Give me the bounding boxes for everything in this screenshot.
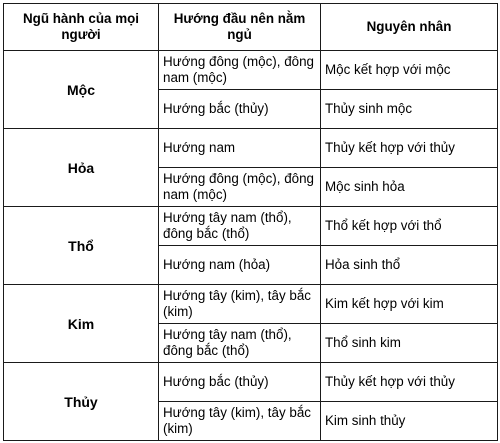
direction-cell: Hướng tây nam (thổ), đông bắc (thổ) <box>159 207 321 246</box>
reason-cell: Thổ sinh kim <box>321 324 498 363</box>
reason-cell: Thủy sinh mộc <box>321 90 498 129</box>
header-row <box>4 4 498 51</box>
reason-cell: Kim sinh thủy <box>321 402 498 441</box>
reason-cell: Mộc sinh hỏa <box>321 168 498 207</box>
reason-cell: Thủy kết hợp với thủy <box>321 129 498 168</box>
element-cell-moc: Mộc <box>4 51 159 129</box>
element-cell-hoa: Hỏa <box>4 129 159 207</box>
header-reason: Nguyên nhân <box>321 4 498 51</box>
direction-cell: Hướng bắc (thủy) <box>159 363 321 402</box>
table-row <box>4 363 498 402</box>
table-row <box>4 129 498 168</box>
element-cell-kim: Kim <box>4 285 159 363</box>
element-cell-tho: Thổ <box>4 207 159 285</box>
direction-cell: Hướng tây (kim), tây bắc (kim) <box>159 402 321 441</box>
table-row <box>4 207 498 246</box>
reason-cell: Kim kết hợp với kim <box>321 285 498 324</box>
direction-cell: Hướng đông (mộc), đông nam (mộc) <box>159 168 321 207</box>
table-container <box>3 3 497 440</box>
header-direction: Hướng đầu nên nằm ngủ <box>159 4 321 51</box>
table-row <box>4 51 498 90</box>
reason-cell: Thủy kết hợp với thủy <box>321 363 498 402</box>
reason-cell: Mộc kết hợp với mộc <box>321 51 498 90</box>
direction-cell: Hướng nam <box>159 129 321 168</box>
reason-cell: Hỏa sinh thổ <box>321 246 498 285</box>
reason-cell: Thổ kết hợp với thổ <box>321 207 498 246</box>
direction-cell: Hướng tây (kim), tây bắc (kim) <box>159 285 321 324</box>
table-row <box>4 285 498 324</box>
direction-cell: Hướng nam (hỏa) <box>159 246 321 285</box>
element-cell-thuy: Thủy <box>4 363 159 441</box>
five-elements-table <box>3 3 498 441</box>
header-element: Ngũ hành của mọi người <box>4 4 159 51</box>
direction-cell: Hướng tây nam (thổ), đông bắc (thổ) <box>159 324 321 363</box>
direction-cell: Hướng đông (mộc), đông nam (mộc) <box>159 51 321 90</box>
direction-cell: Hướng bắc (thủy) <box>159 90 321 129</box>
